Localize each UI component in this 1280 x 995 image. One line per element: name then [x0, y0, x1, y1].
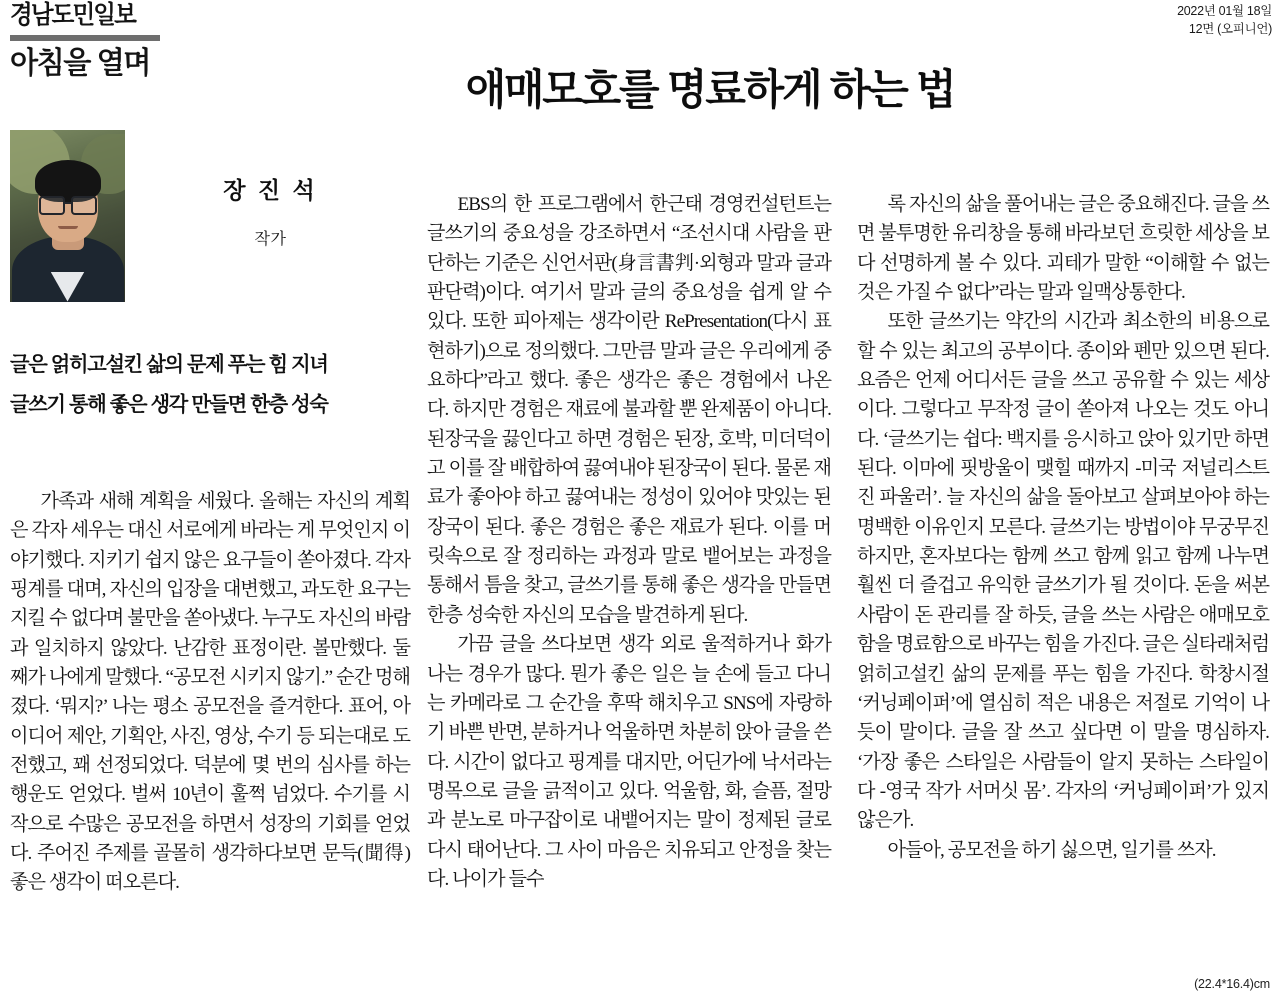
- author-role: 작가: [254, 230, 287, 248]
- body-column-1: [10, 487, 410, 898]
- subhead-block: [10, 345, 410, 425]
- author-photo: [10, 130, 125, 302]
- byline: [125, 176, 410, 255]
- section-title: 아침을 열며: [10, 47, 150, 81]
- author-block: [10, 128, 410, 303]
- newspaper-title: 경남도민일보: [10, 1, 135, 29]
- subhead-line-1: 글은 얽히고설킨 삶의 문제 푸는 힘 지녀: [10, 353, 328, 376]
- paragraph: 가끔 글을 쓰다보면 생각 외로 울적하거나 화가 나는 경우가 많다. 뭔가 좋은 일은 늘 손에 들고 다니는 카메라로 그 순간을 후딱 해치우고 SNS에 자랑하기 바쁜 반면, 분하거나 억울하면 차분히 앉아 글을 쓴다. 시간이 없다고 핑계를 대지만, 어딘가에 낙서라는 명목으로 글을 긁적이고 있다. 억울함, 화, 슬픔, 절망과 분노로 마구잡이로 내뱉어지는 말이 정제된 글로 다시 태어난다. 그 사이 마음은 치유되고 안정을 찾는다. 나이가 들수: [427, 634, 831, 890]
- body-column-2: [427, 190, 831, 894]
- left-rail: [10, 128, 410, 425]
- author-name: 장 진 석: [223, 177, 318, 204]
- body-column-3: [857, 190, 1269, 865]
- masthead: [10, 2, 240, 80]
- issue-date: 2022년 01월 18일: [1177, 4, 1272, 18]
- article-headline: 애매모호를 명료하게 하는 법: [465, 66, 955, 114]
- glasses-icon: [38, 196, 98, 212]
- masthead-divider: [10, 35, 160, 41]
- size-footnote: (22.4*16.4)cm: [1194, 977, 1270, 991]
- paragraph: EBS의 한 프로그램에서 한근태 경영컨설턴트는 글쓰기의 중요성을 강조하면서 “조선시대 사람을 판단하는 기준은 신언서판(身言書判·외형과 말과 글과 판단력)이다. 여기서 말과 글의 중요성을 쉽게 알 수 있다. 또한 피아제는 생각이란 RePresentation(다시 표현하기)으로 정의했다. 그만큼 말과 글은 우리에게 중요하다”라고 했다. 좋은 생각은 좋은 경험에서 나온다. 하지만 경험은 재료에 불과할 뿐 완제품이 아니다. 된장국을 끓인다고 하면 경험은 된장, 호박, 미더덕이고 이를 잘 배합하여 끓여내야 된장국이 된다. 물론 재료가 좋아야 하고 끓여내는 정성이 있어야 맛있는 된장국이 된다. 좋은 경험은 좋은 재료가 된다. 이를 머릿속으로 잘 정리하는 과정과 말로 뱉어보는 과정을 통해서 틈을 찾고, 글쓰기를 통해 좋은 생각을 만들면 한층 성숙한 자신의 모습을 발견하게 된다.: [427, 194, 831, 626]
- paragraph: 가족과 새해 계획을 세웠다. 올해는 자신의 계획은 각자 세우는 대신 서로에게 바라는 게 무엇인지 이야기했다. 지키기 쉽지 않은 요구들이 쏟아졌다. 각자 핑계를 대며, 자신의 입장을 대변했고, 과도한 요구는 지킬 수 없다며 불만을 쏟아냈다. 누구도 자신의 바람과 일치하지 않았다. 난감한 표정이란. 볼만했다. 둘째가 나에게 말했다. “공모전 시키지 않기.” 순간 멍해졌다. ‘뭐지?’ 나는 평소 공모전을 즐겨한다. 표어, 아이디어 제안, 기획안, 사진, 영상, 수기 등 되는대로 도전했고, 꽤 선정되었다. 덕분에 몇 번의 심사를 하는 행운도 얻었다. 벌써 10년이 훌쩍 넘었다. 수기를 시작으로 수많은 공모전을 하면서 성장의 기회를 얻었다. 주어진 주제를 골몰히 생각하다보면 문득(聞得) 좋은 생각이 떠오른다.: [10, 491, 410, 894]
- subhead-line-2: 글쓰기 통해 좋은 생각 만들면 한층 성숙: [10, 392, 328, 416]
- paragraph: 아들아, 공모전을 하기 싫으면, 일기를 쓰자.: [887, 839, 1216, 861]
- issue-info: [1177, 2, 1272, 38]
- paragraph: 록 자신의 삶을 풀어내는 글은 중요해진다. 글을 쓰면 불투명한 유리창을 통해 바라보던 흐릿한 세상을 보다 선명하게 볼 수 있다. 괴테가 말한 “이해할 수 없는 것은 가질 수 없다”라는 말과 일맥상통한다.: [857, 194, 1269, 304]
- paragraph: 또한 글쓰기는 약간의 시간과 최소한의 비용으로 할 수 있는 최고의 공부이다. 종이와 펜만 있으면 된다. 요즘은 언제 어디서든 글을 쓰고 공유할 수 있는 세상이다. 그렇다고 무작정 글이 쏟아져 나오는 것도 아니다. ‘글쓰기는 쉽다: 백지를 응시하고 앉아 있기만 하면 된다. 이마에 핏방울이 맺힐 때까지 -미국 저널리스트 진 파울러’. 늘 자신의 삶을 돌아보고 살펴보아야 하는 명백한 이유인지 모른다. 글쓰기는 방법이야 무궁무진하지만, 혼자보다는 함께 쓰고 함께 읽고 함께 나누면 훨씬 더 즐겁고 유익한 글쓰기가 될 것이다. 돈을 써본 사람이 돈 관리를 잘 하듯, 글을 쓰는 사람은 애매모호함을 명료함으로 바꾸는 힘을 가진다. 글은 실타래처럼 얽히고설킨 삶의 문제를 푸는 힘을 가진다. 학창시절 ‘커닝페이퍼’에 열심히 적은 내용은 저절로 기억이 나듯이 말이다. 글을 잘 쓰고 싶다면 이 말을 명심하자. ‘가장 좋은 스타일은 사람들이 알지 못하는 스타일이다 -영국 작가 서머싯 몸’. 각자의 ‘커닝페이퍼’가 있지 않은가.: [857, 311, 1269, 832]
- portrait-mouth: [58, 226, 78, 229]
- page-number: 12면 (오피니언): [1188, 22, 1272, 37]
